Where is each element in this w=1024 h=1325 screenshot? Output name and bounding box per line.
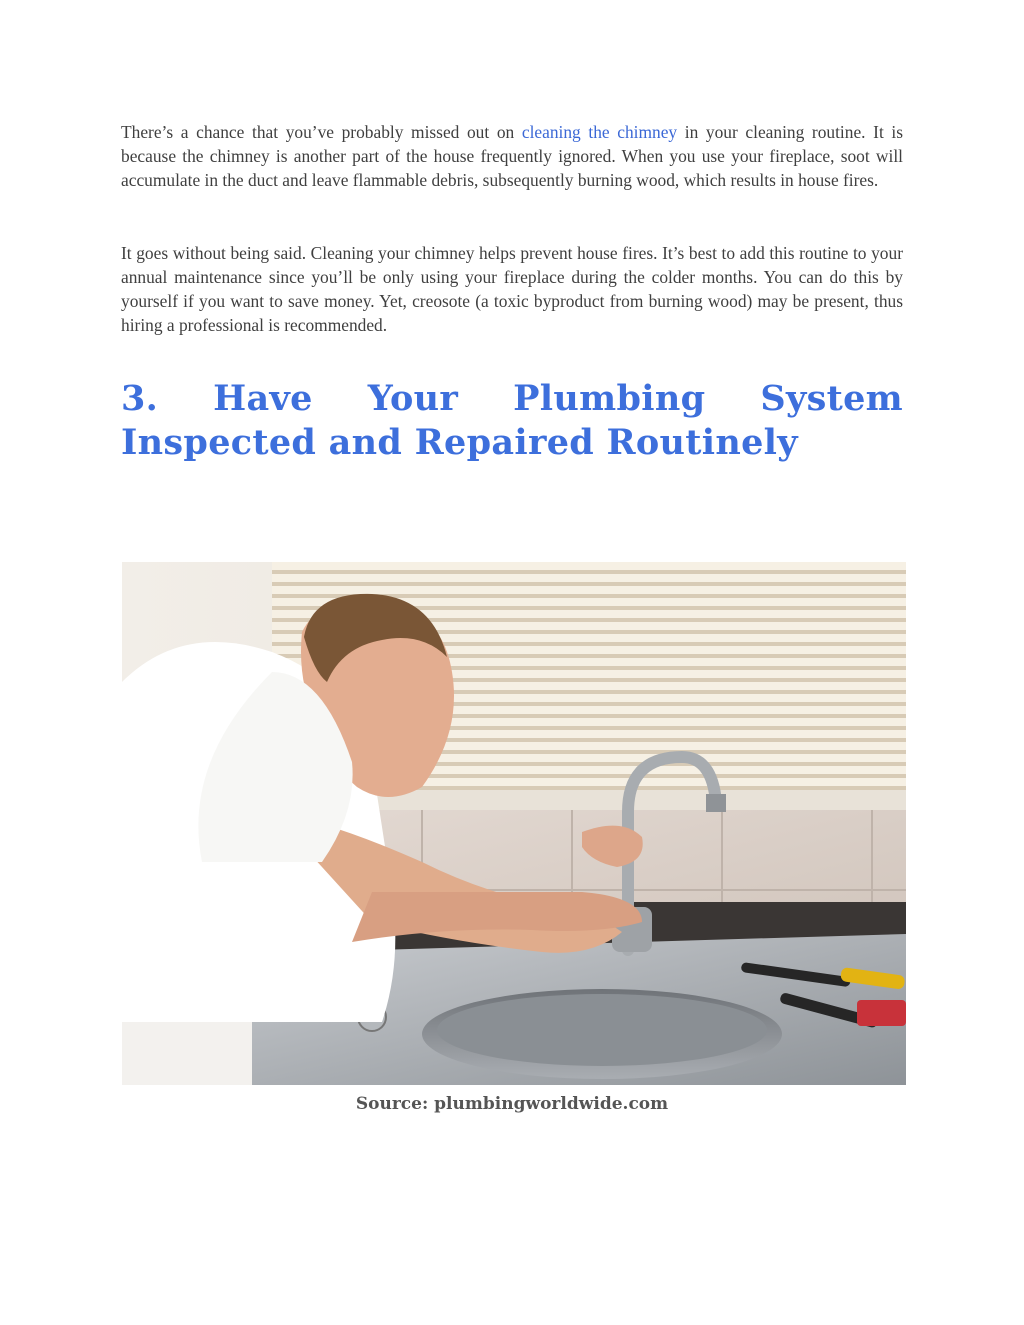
image-caption: Source: plumbingworldwide.com [355, 1094, 669, 1114]
plumber-photo [122, 562, 906, 1085]
paragraph-chimney-maintenance: It goes without being said. Cleaning your chimney helps prevent house fires. It’s best to add this routine to your annual maintenance since you’ll be only using your fireplace during the colder months. You can do this by yourself if you want to save money. Yet, creosote (a toxic byproduct from burning wood) may be present, thus hiring a professional is recommended. [121, 243, 903, 335]
cleaning-chimney-link[interactable]: cleaning the chimney [521, 122, 678, 142]
paragraph-chimney-intro [121, 120, 903, 192]
section-heading: 3. Have Your Plumbing System Inspected and Repaired Routinely [121, 378, 903, 463]
paragraph-text-before: There’s a chance that you’ve probably missed out on [121, 122, 522, 142]
article-body [121, 120, 903, 465]
paragraph-text-after: in your cleaning routine. It is because the chimney is another part of the house frequently ignored. When you use your fireplace, soot will accumulate in the duct and leave flammable debris, subsequently burning wood, which results in house fires. [121, 122, 903, 190]
